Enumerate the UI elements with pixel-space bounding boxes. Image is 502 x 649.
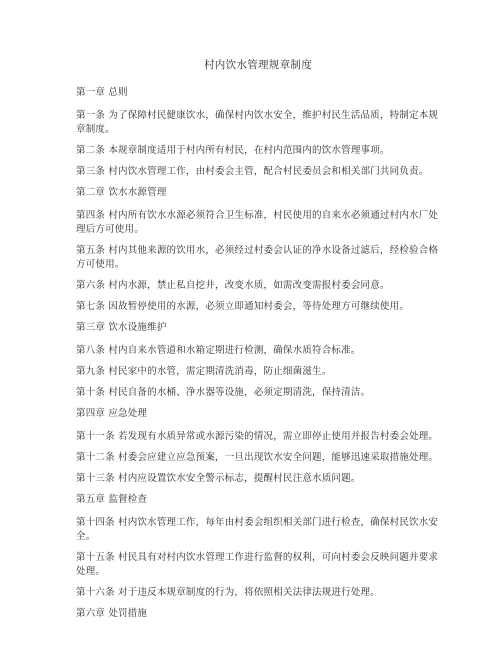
article-paragraph: 第十二条 村委会应建立应急预案，一旦出现饮水安全问题，能够迅速采取措施处理。	[76, 452, 439, 463]
article-paragraph: 第六条 村内水源，禁止私自挖井，改变水质，如需改变需报村委会同意。	[76, 280, 390, 291]
document-title: 村内饮水管理规章制度	[204, 59, 312, 71]
article-paragraph: 第十五条 村民具有对村内饮水管理工作进行监督的权利，可向村委会反映问题并要求处理。	[76, 552, 439, 577]
article-paragraph: 第十一条 若发现有水质异常或水源污染的情况，需立即停止使用并报告村委会处理。	[76, 431, 439, 442]
article-paragraph: 第四条 村内所有饮水水源必须符合卫生标准，村民使用的自来水必须通过村内水厂处理后方可使用。	[76, 210, 439, 235]
chapter-heading: 第二章 饮水水源管理	[76, 187, 167, 198]
article-paragraph: 第八条 村内自来水管道和水箱定期进行检测，确保水质符合标准。	[76, 345, 361, 356]
article-paragraph: 第十六条 对于违反本规章制度的行为，将依照相关法律法规进行处理。	[76, 587, 380, 598]
article-paragraph: 第三条 村内饮水管理工作，由村委会主管，配合村民委员会和相关部门共同负责。	[76, 166, 429, 177]
article-paragraph: 第十三条 村内应设置饮水安全警示标志，提醒村民注意水质问题。	[76, 473, 361, 484]
chapter-heading: 第三章 饮水设施维护	[76, 322, 167, 333]
article-paragraph: 第一条 为了保障村民健康饮水，确保村内饮水安全，维护村民生活品质，特制定本规章制度。	[76, 110, 439, 135]
chapter-heading: 第五章 监督检查	[76, 494, 148, 505]
chapter-heading: 第六章 处罚措施	[76, 608, 148, 619]
document-body	[76, 86, 440, 621]
article-paragraph: 第二条 本规章制度适用于村内所有村民，在村内范围内的饮水管理事项。	[76, 145, 390, 156]
article-paragraph: 第十条 村民自备的水桶、净水器等设施，必须定期清洗，保持清洁。	[76, 387, 371, 398]
article-paragraph: 第九条 村民家中的水管，需定期清洗消毒，防止细菌滋生。	[76, 366, 332, 377]
article-paragraph: 第十四条 村内饮水管理工作，每年由村委会组织相关部门进行检查，确保村民饮水安全。	[76, 517, 439, 542]
article-paragraph: 第五条 村内其他来源的饮用水，必须经过村委会认证的净水设备过滤后，经检验合格方可使用。	[76, 245, 439, 270]
article-paragraph: 第七条 因故暂停使用的水源，必须立即通知村委会，等待处理方可继续使用。	[76, 301, 410, 312]
chapter-heading: 第一章 总则	[76, 87, 128, 98]
chapter-heading: 第四章 应急处理	[76, 408, 148, 419]
